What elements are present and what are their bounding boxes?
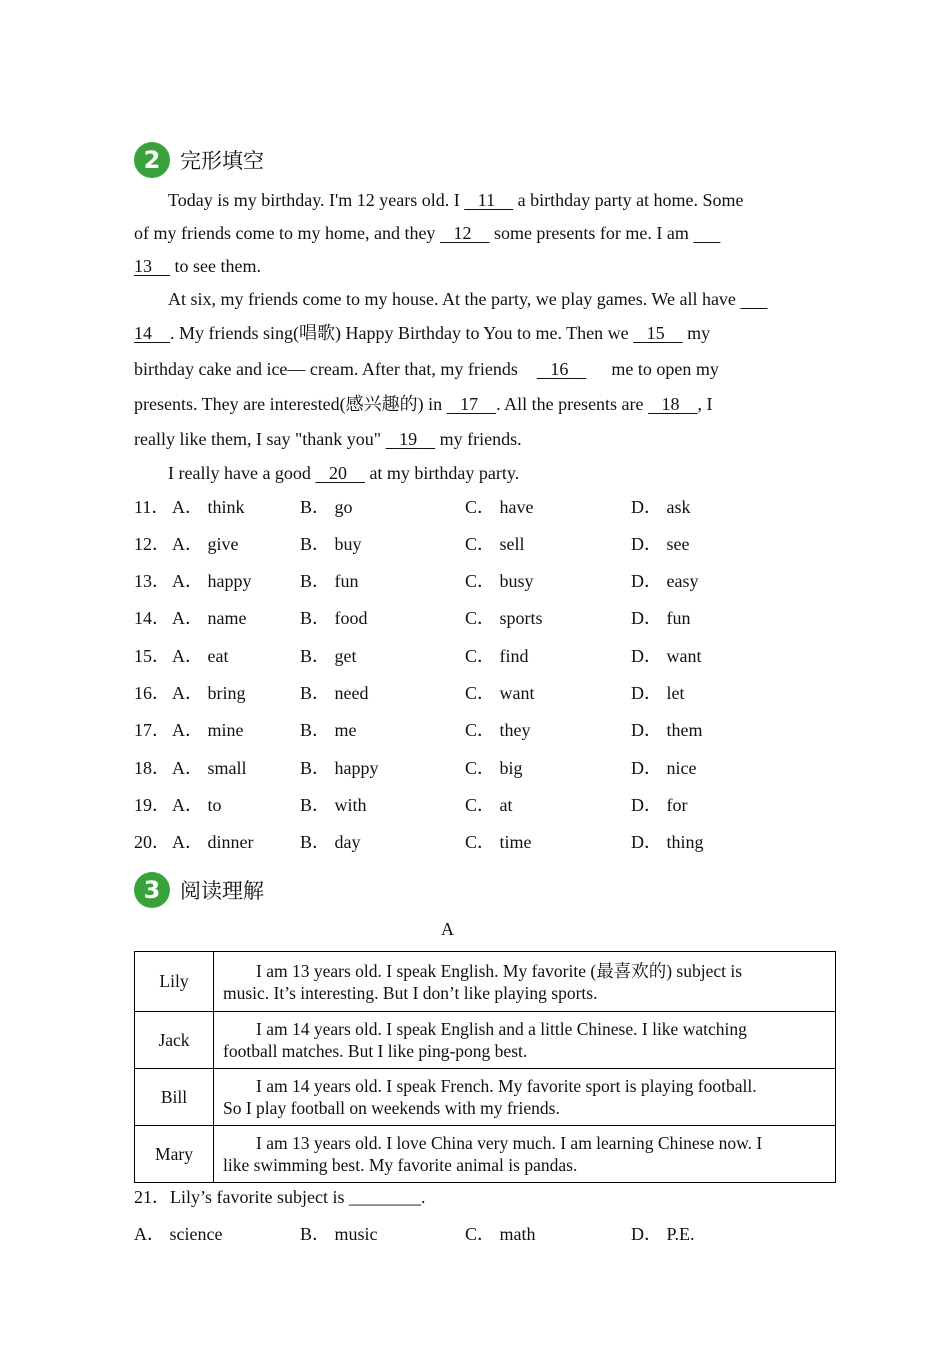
- blank-20: 20: [328, 463, 347, 483]
- blank-19: 19: [399, 429, 418, 449]
- cloze-line: At six, my friends come to my house. At the party, we play games. We all have: [134, 287, 824, 311]
- option-row: 20． A． dinner B． day C． time D． thing: [134, 832, 704, 852]
- profile-table: [134, 951, 836, 1183]
- section-title: 完形填空: [180, 149, 264, 173]
- option-row: 15． A． eat B． get C． find D． want: [134, 646, 702, 666]
- option-row: 11． A． think B． go C． have D． ask: [134, 497, 691, 517]
- person-name: Mary: [135, 1126, 214, 1183]
- cloze-line: really like them, I say "thank you" 19 my friends.: [134, 429, 522, 449]
- blank-13-start: [693, 221, 720, 245]
- blank-18: 18: [661, 394, 680, 414]
- blank-14-start: [740, 287, 767, 311]
- section-title: 阅读理解: [180, 879, 264, 903]
- blank-15: 15: [646, 323, 665, 343]
- option-row: 14． A． name B． food C． sports D． fun: [134, 608, 691, 628]
- section-number-badge: 2: [134, 142, 170, 178]
- blank-12: 12: [453, 223, 472, 243]
- cloze-line: 14 . My friends sing(唱歌) Happy Birthday to You to me. Then we 15 my: [134, 323, 711, 343]
- cloze-line: Today is my birthday. I'm 12 years old. I 11 a birthday party at home. Some: [168, 190, 744, 210]
- blank-11: 11: [477, 190, 496, 210]
- cloze-line: of my friends come to my home, and they 12 some presents for me. I am: [134, 221, 824, 245]
- cloze-section-header: [134, 140, 264, 180]
- cloze-line: birthday cake and ice— cream. After that, my friends 16 me to open my: [134, 359, 719, 379]
- reading-section-header: [134, 870, 264, 910]
- cloze-line: presents. They are interested(感兴趣的) in 17 . All the presents are 18 , I: [134, 394, 713, 414]
- option-row: 16． A． bring B． need C． want D． let: [134, 683, 685, 703]
- person-name: Bill: [135, 1069, 214, 1126]
- blank-17: 17: [460, 394, 479, 414]
- person-name: Jack: [135, 1012, 214, 1069]
- person-description: I am 14 years old. I speak English and a little Chinese. I like watching football matches. But I like ping-pong best.: [214, 1012, 836, 1069]
- question-21-stem: 21．Lily’s favorite subject is ________.: [134, 1187, 426, 1207]
- table-row: [135, 952, 836, 1012]
- blank-13: 13: [134, 256, 152, 276]
- question-21-options: A． science B． music C． math D． P.E.: [134, 1224, 695, 1244]
- option-row: 17． A． mine B． me C． they D． them: [134, 720, 703, 740]
- cloze-line: 13 to see them.: [134, 256, 261, 276]
- section-number-badge: 3: [134, 872, 170, 908]
- passage-label: A: [441, 919, 454, 939]
- table-row: [135, 1012, 836, 1069]
- option-row: 12． A． give B． buy C． sell D． see: [134, 534, 690, 554]
- person-description: I am 13 years old. I love China very much. I am learning Chinese now. I like swimming best. My favorite animal is pandas.: [214, 1126, 836, 1183]
- person-name: Lily: [135, 952, 214, 1012]
- blank-16: 16: [550, 359, 569, 379]
- option-row: 18． A． small B． happy C． big D． nice: [134, 758, 697, 778]
- table-row: [135, 1069, 836, 1126]
- person-description: I am 13 years old. I speak English. My favorite (最喜欢的) subject is music. It’s interesting. But I don’t like playing sports.: [214, 952, 836, 1012]
- cloze-line: I really have a good 20 at my birthday party.: [168, 463, 520, 483]
- option-row: 19． A． to B． with C． at D． for: [134, 795, 688, 815]
- option-row: 13． A． happy B． fun C． busy D． easy: [134, 571, 699, 591]
- table-row: [135, 1126, 836, 1183]
- person-description: I am 14 years old. I speak French. My favorite sport is playing football. So I play football on weekends with my friends.: [214, 1069, 836, 1126]
- blank-14: 14: [134, 323, 152, 343]
